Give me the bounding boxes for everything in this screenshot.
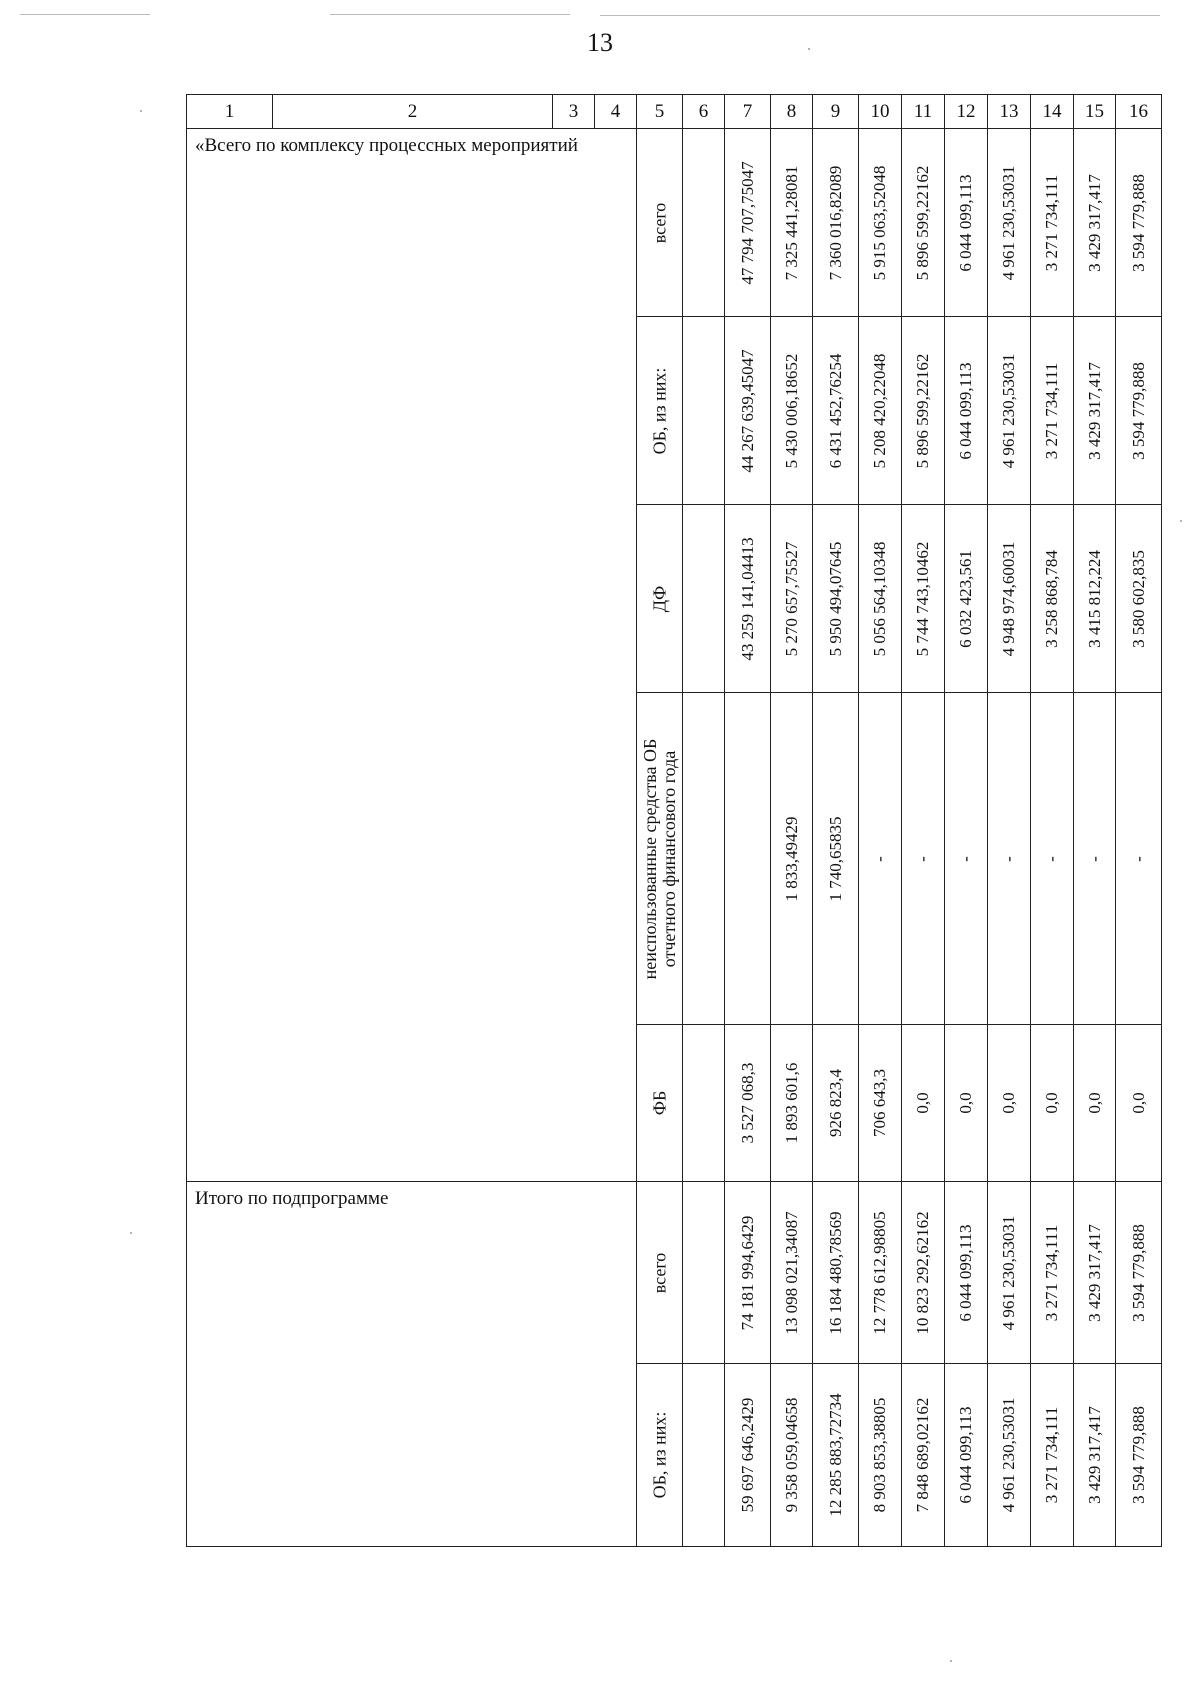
column-number: 11 (902, 95, 945, 129)
value-cell: 3 594 779,888 (1128, 173, 1148, 272)
column-number: 13 (988, 95, 1031, 129)
value-cell: 5 744 743,10462 (913, 541, 933, 656)
scan-speck (950, 1660, 952, 1662)
column-number: 9 (813, 95, 859, 129)
column-number: 6 (683, 95, 725, 129)
value-cell: 926 823,4 (825, 1069, 845, 1137)
value-cell: 12 285 883,72734 (825, 1393, 845, 1517)
value-cell: 7 360 016,82089 (825, 165, 845, 280)
header-cell (637, 693, 683, 1025)
sub-total-row (187, 1182, 1162, 1364)
header-cell (637, 129, 683, 317)
value-cell: 3 429 317,417 (1084, 361, 1104, 460)
value-cell: 4 961 230,53031 (999, 165, 1019, 280)
value-cell: 47 794 707,75047 (737, 160, 757, 285)
value-cell: 6 044 099,113 (956, 361, 976, 460)
column-number: 14 (1031, 95, 1074, 129)
value-cell: - (1084, 855, 1104, 862)
column-number-row (187, 95, 1162, 129)
value-cell: 3 594 779,888 (1128, 1223, 1148, 1322)
value-cell: 5 915 063,52048 (870, 165, 890, 280)
value-cell: 3 429 317,417 (1084, 173, 1104, 272)
header-label: ОБ, из них: (649, 1411, 670, 1499)
column-number: 3 (553, 95, 595, 129)
value-cell: 3 580 602,835 (1128, 549, 1148, 648)
column-number: 4 (595, 95, 637, 129)
header-cell (637, 505, 683, 693)
budget-table (186, 94, 1162, 1547)
value-cell: 4 961 230,53031 (999, 1215, 1019, 1330)
value-cell: 3 429 317,417 (1084, 1406, 1104, 1504)
value-cell: 6 044 099,113 (956, 1223, 976, 1322)
value-cell: 3 415 812,224 (1084, 549, 1104, 648)
header-label: всего (649, 1252, 670, 1293)
header-cell (637, 1025, 683, 1182)
value-cell: 44 267 639,45047 (737, 348, 757, 473)
value-cell: - (1128, 855, 1148, 862)
value-cell: 74 181 994,6429 (737, 1215, 757, 1330)
value-cell: - (870, 855, 890, 862)
value-cell: 1 833,49429 (781, 816, 801, 901)
header-cell (637, 1364, 683, 1547)
value-cell: 16 184 480,78569 (825, 1210, 845, 1335)
value-cell: 5 896 599,22162 (913, 353, 933, 468)
value-cell: - (956, 855, 976, 862)
value-cell: 3 271 734,111 (1042, 1224, 1062, 1321)
value-cell: 3 527 068,3 (737, 1062, 757, 1144)
value-cell: 0,0 (1084, 1092, 1104, 1114)
value-cell: 5 056 564,10348 (870, 541, 890, 656)
page-number: 13 (587, 28, 613, 57)
value-cell: 7 325 441,28081 (781, 165, 801, 280)
column-number: 8 (771, 95, 813, 129)
scan-speck (130, 1232, 132, 1234)
value-cell: 1 740,65835 (825, 816, 845, 901)
header-label: всего (649, 202, 670, 243)
value-cell: 5 896 599,22162 (913, 165, 933, 280)
value-cell: 10 823 292,62162 (913, 1210, 933, 1335)
value-cell: 3 271 734,111 (1042, 362, 1062, 459)
value-cell: 4 961 230,53031 (999, 1397, 1019, 1513)
column-number: 7 (725, 95, 771, 129)
value-cell: 12 778 612,98805 (870, 1210, 890, 1335)
column-number: 5 (637, 95, 683, 129)
subprogram-label: Итого по подпрограмме (195, 1188, 389, 1209)
value-cell: 6 044 099,113 (956, 1406, 976, 1504)
section-label: «Всего по комплексу процессных мероприятий (195, 135, 578, 156)
value-cell: 5 950 494,07645 (825, 541, 845, 656)
column-number: 16 (1116, 95, 1162, 129)
header-label: ФБ (649, 1090, 670, 1116)
value-cell: 0,0 (999, 1092, 1019, 1114)
scan-artifact-line (330, 14, 570, 15)
value-cell: 9 358 059,04658 (781, 1397, 801, 1513)
value-cell: - (1042, 855, 1062, 862)
value-cell: 6 431 452,76254 (825, 353, 845, 468)
header-label: неиспользованные средства ОБ отчетного финансового года (639, 738, 679, 979)
header-cell (637, 1182, 683, 1364)
scan-artifact-line (20, 14, 150, 15)
value-cell: 7 848 689,02162 (913, 1397, 933, 1513)
header-cell (637, 317, 683, 505)
value-cell: 59 697 646,2429 (737, 1397, 757, 1513)
column-number: 12 (945, 95, 988, 129)
value-cell: 4 948 974,60031 (999, 541, 1019, 656)
kp-total-row (187, 129, 1162, 317)
value-cell: 3 594 779,888 (1128, 1406, 1148, 1504)
value-cell: 0,0 (1128, 1092, 1148, 1114)
value-cell: 0,0 (1042, 1092, 1062, 1114)
value-cell: 6 044 099,113 (956, 173, 976, 272)
scan-speck (1180, 520, 1182, 522)
value-cell: 5 270 657,75527 (781, 541, 801, 656)
scan-speck (140, 110, 142, 112)
value-cell: 706 643,3 (870, 1069, 890, 1137)
value-cell: 5 208 420,22048 (870, 353, 890, 468)
value-cell: 3 271 734,111 (1042, 174, 1062, 271)
value-cell: 5 430 006,18652 (781, 353, 801, 468)
value-cell: 3 258 868,784 (1042, 549, 1062, 648)
value-cell: 43 259 141,04413 (737, 536, 757, 661)
column-number: 1 (187, 95, 273, 129)
value-cell: 6 032 423,561 (956, 549, 976, 648)
column-number: 10 (859, 95, 902, 129)
value-cell: 3 429 317,417 (1084, 1223, 1104, 1322)
value-cell: 0,0 (913, 1092, 933, 1114)
value-cell: 4 961 230,53031 (999, 353, 1019, 468)
value-cell: 1 893 601,6 (781, 1062, 801, 1144)
subprogram-label-cell (187, 1182, 637, 1547)
value-cell: 13 098 021,34087 (781, 1210, 801, 1335)
value-cell: - (913, 855, 933, 862)
value-cell: 8 903 853,38805 (870, 1397, 890, 1513)
column-number: 2 (273, 95, 553, 129)
value-cell: 3 594 779,888 (1128, 361, 1148, 460)
value-cell: 0,0 (956, 1092, 976, 1114)
header-label: ДФ (649, 585, 670, 612)
column-number: 15 (1074, 95, 1116, 129)
section-label-cell (187, 129, 637, 1182)
scan-artifact-line (600, 15, 1160, 16)
value-cell: 3 271 734,111 (1042, 1406, 1062, 1504)
value-cell: - (999, 855, 1019, 862)
header-label: ОБ, из них: (649, 367, 670, 454)
scan-speck (808, 48, 810, 50)
